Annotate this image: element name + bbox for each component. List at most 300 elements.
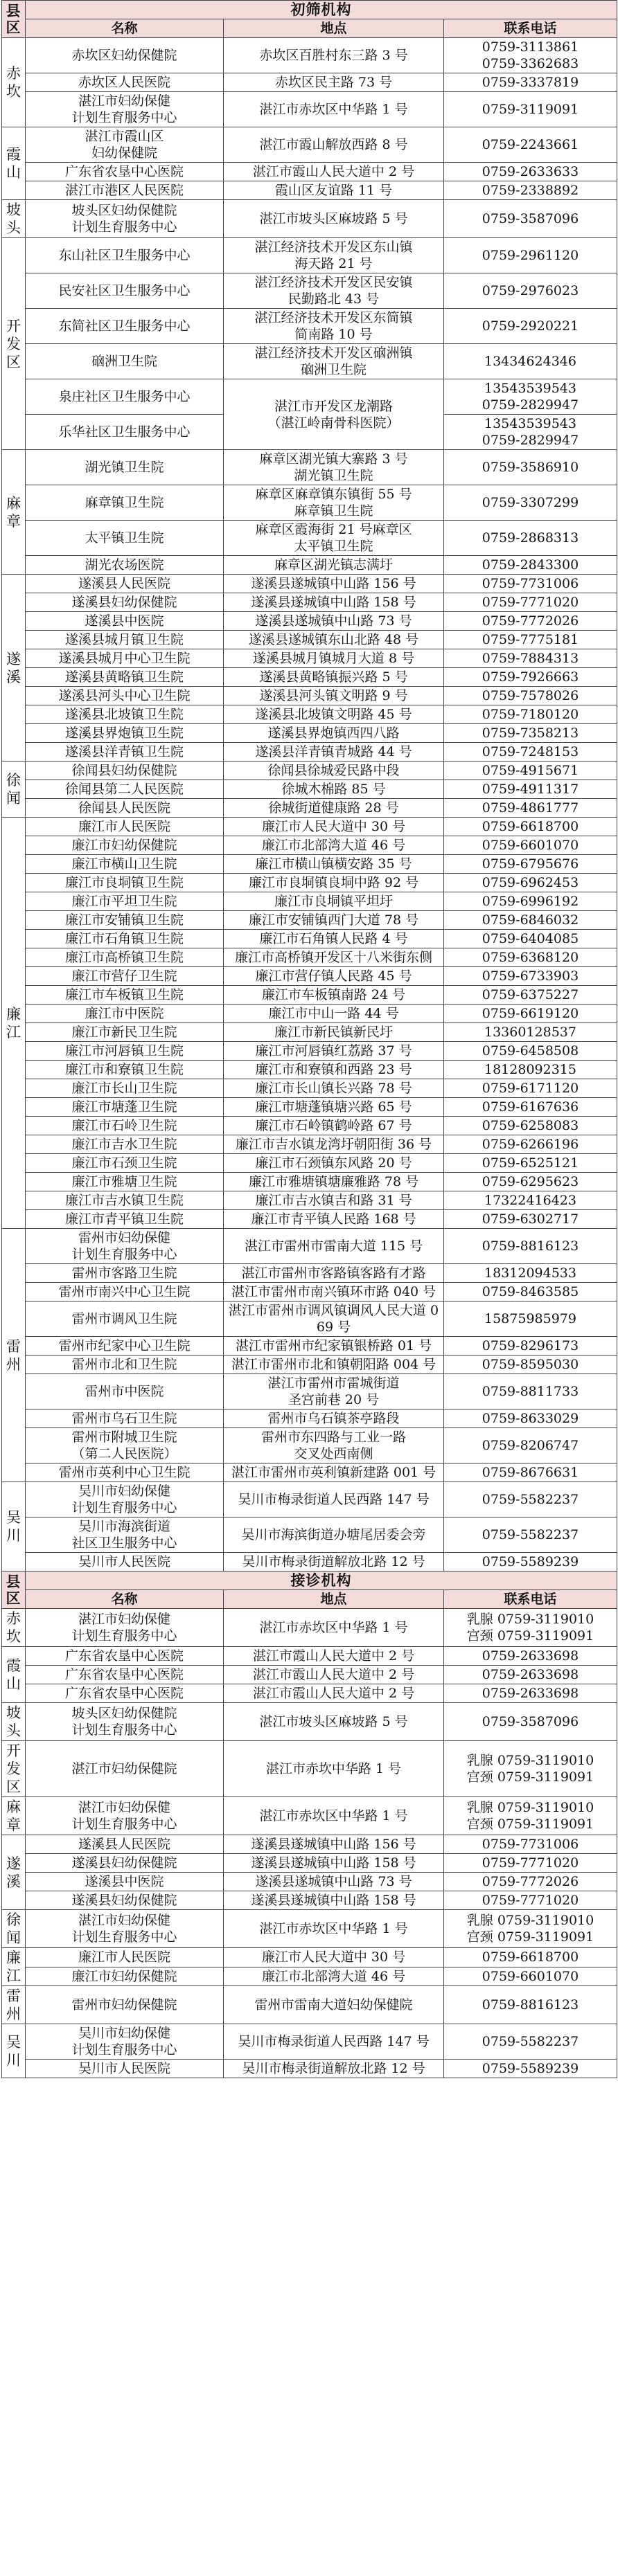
institution-name: 遂溪县界炮镇卫生院 <box>26 724 224 743</box>
table-row <box>2 1741 617 1797</box>
institution-name: 坡头区妇幼保健院 计划生育服务中心 <box>26 1703 224 1741</box>
institution-address: 湛江经济技术开发区东简镇 简南路 10 号 <box>224 309 444 344</box>
institution-phone: 0759-5589239 <box>444 1553 617 1571</box>
institution-phone: 15875985979 <box>444 1301 617 1337</box>
institution-name: 湖光农场医院 <box>26 556 224 575</box>
institution-address: 湛江市雷州市北和镇朝阳路 004 号 <box>224 1355 444 1374</box>
table-row <box>2 668 617 687</box>
institution-address: 遂溪县遂城镇中山路 158 号 <box>224 1891 444 1910</box>
institution-phone: 0759-4911317 <box>444 780 617 799</box>
institution-address: 湛江市赤坎中华路 1 号 <box>224 1741 444 1797</box>
county-cell: 遂溪 <box>2 1835 26 1910</box>
institution-name: 徐闻县妇幼保健院 <box>26 762 224 780</box>
institution-table <box>1 0 617 2078</box>
table-row <box>2 1098 617 1117</box>
address-header: 地点 <box>224 1590 444 1609</box>
table-row <box>2 1986 617 2024</box>
institution-name: 湛江市妇幼保健 计划生育服务中心 <box>26 92 224 127</box>
county-cell: 雷州 <box>2 1229 26 1482</box>
institution-phone: 0759-8811733 <box>444 1374 617 1409</box>
institution-address: 遂溪县遂城镇中山路 158 号 <box>224 593 444 612</box>
table-row <box>2 1835 617 1854</box>
institution-address: 廉江市良垌镇良垌中路 92 号 <box>224 874 444 892</box>
institution-phone: 0759-7772026 <box>444 1873 617 1891</box>
institution-name: 湛江市港区人民医院 <box>26 181 224 200</box>
institution-address: 雷州市东四路与工业一路 交叉处西南侧 <box>224 1428 444 1463</box>
institution-name: 廉江市长山卫生院 <box>26 1079 224 1098</box>
table-row <box>2 1797 617 1835</box>
institution-name: 廉江市和寮镇卫生院 <box>26 1061 224 1079</box>
institution-name: 廉江市石颈卫生院 <box>26 1154 224 1173</box>
institution-name: 廉江市平坦卫生院 <box>26 892 224 911</box>
institution-address: 湛江市赤坎区中华路 1 号 <box>224 92 444 127</box>
table-row <box>2 1355 617 1374</box>
institution-phone: 0759-5582237 <box>444 1482 617 1517</box>
institution-name: 遂溪县妇幼保健院 <box>26 593 224 612</box>
institution-phone: 0759-6302717 <box>444 1210 617 1229</box>
county-cell: 廉江 <box>2 1948 26 1986</box>
county-cell: 霞山 <box>2 127 26 200</box>
institution-name: 泉庄社区卫生服务中心 <box>26 379 224 415</box>
institution-name: 雷州市妇幼保健院 <box>26 1986 224 2024</box>
table-row <box>2 1005 617 1023</box>
table-row <box>2 687 617 705</box>
institution-address: 湛江市霞山人民大道中 2 号 <box>224 1666 444 1684</box>
institution-name: 廉江市安铺镇卫生院 <box>26 911 224 930</box>
table-row <box>2 780 617 799</box>
institution-name: 赤坎区妇幼保健院 <box>26 38 224 73</box>
table-row <box>2 1135 617 1154</box>
institution-phone: 0759-3586910 <box>444 450 617 485</box>
institution-address: 麻章区麻章镇东镇街 55 号 麻章镇卫生院 <box>224 485 444 521</box>
institution-name: 雷州市北和卫生院 <box>26 1355 224 1374</box>
name-header: 名称 <box>26 1590 224 1609</box>
institution-phone: 0759-6258083 <box>444 1117 617 1135</box>
table-row <box>2 38 617 73</box>
institution-name: 雷州市客路卫生院 <box>26 1264 224 1283</box>
institution-phone: 乳腺 0759-3119010 宫颈 0759-3119091 <box>444 1609 617 1647</box>
institution-address: 廉江市塘蓬镇塘兴路 65 号 <box>224 1098 444 1117</box>
institution-address: 湛江市雷州市雷城街道 圣宫前巷 20 号 <box>224 1374 444 1409</box>
institution-address: 湛江市坡头区麻坡路 5 号 <box>224 200 444 238</box>
institution-address: 湛江市开发区龙潮路 （湛江岭南骨科医院） <box>224 379 444 450</box>
institution-phone: 0759-8463585 <box>444 1283 617 1301</box>
institution-phone: 0759-3587096 <box>444 200 617 238</box>
institution-phone: 0759-4861777 <box>444 799 617 818</box>
institution-address: 遂溪县遂城镇中山路 158 号 <box>224 1854 444 1873</box>
institution-address: 湛江市雷州市南兴镇环市路 040 号 <box>224 1283 444 1301</box>
institution-name: 湛江市妇幼保健 计划生育服务中心 <box>26 1797 224 1835</box>
institution-phone: 0759-6618700 <box>444 818 617 836</box>
table-row <box>2 1854 617 1873</box>
institution-phone: 13434624346 <box>444 344 617 379</box>
county-cell: 赤坎 <box>2 38 26 127</box>
institution-name: 硇洲卫生院 <box>26 344 224 379</box>
institution-address: 廉江市北部湾大道 46 号 <box>224 1967 444 1986</box>
institution-address: 廉江市北部湾大道 46 号 <box>224 836 444 855</box>
table-row <box>2 948 617 967</box>
institution-name: 雷州市纪家中心卫生院 <box>26 1337 224 1355</box>
table-row <box>2 1553 617 1571</box>
institution-name: 民安社区卫生服务中心 <box>26 273 224 309</box>
institution-phone: 0759-7771020 <box>444 593 617 612</box>
institution-phone: 乳腺 0759-3119010 宫颈 0759-3119091 <box>444 1741 617 1797</box>
phone-header: 联系电话 <box>444 19 617 38</box>
institution-address: 赤坎区百胜村东三路 3 号 <box>224 38 444 73</box>
institution-name: 廉江市雅塘卫生院 <box>26 1173 224 1191</box>
institution-phone: 0759-2633698 <box>444 1647 617 1666</box>
table-row <box>2 631 617 649</box>
institution-name: 雷州市调风卫生院 <box>26 1301 224 1337</box>
table-row <box>2 181 617 200</box>
institution-address: 遂溪县遂城镇东山北路 48 号 <box>224 631 444 649</box>
table-row <box>2 1463 617 1482</box>
name-header: 名称 <box>26 19 224 38</box>
institution-name: 廉江市高桥镇卫生院 <box>26 948 224 967</box>
institution-name: 廉江市塘蓬卫生院 <box>26 1098 224 1117</box>
table-row <box>2 1684 617 1703</box>
institution-name: 廉江市人民医院 <box>26 1948 224 1967</box>
institution-name: 廉江市河唇镇卫生院 <box>26 1042 224 1061</box>
table-row <box>2 1301 617 1337</box>
institution-phone: 0759-8816123 <box>444 1986 617 2024</box>
table-row <box>2 344 617 379</box>
table-row <box>2 1647 617 1666</box>
institution-name: 太平镇卫生院 <box>26 521 224 556</box>
table-row <box>2 1283 617 1301</box>
institution-address: 廉江市石岭镇鹤岭路 67 号 <box>224 1117 444 1135</box>
section-title-row <box>2 1571 617 1590</box>
institution-name: 遂溪县妇幼保健院 <box>26 1891 224 1910</box>
institution-address: 廉江市安铺镇西门大道 78 号 <box>224 911 444 930</box>
institution-name: 廉江市车板镇卫生院 <box>26 986 224 1005</box>
institution-address: 廉江市青平镇人民路 168 号 <box>224 1210 444 1229</box>
county-cell: 开发区 <box>2 1741 26 1797</box>
institution-phone: 0759-8296173 <box>444 1337 617 1355</box>
institution-address: 霞山区友谊路 11 号 <box>224 181 444 200</box>
section-title: 接诊机构 <box>26 1571 617 1590</box>
institution-name: 廉江市妇幼保健院 <box>26 1967 224 1986</box>
institution-phone: 13360128537 <box>444 1023 617 1042</box>
column-header-row <box>2 19 617 38</box>
institution-address: 湛江市雷州市客路镇客路有才路 <box>224 1264 444 1283</box>
institution-phone: 0759-3587096 <box>444 1703 617 1741</box>
institution-name: 廉江市妇幼保健院 <box>26 836 224 855</box>
institution-name: 雷州市妇幼保健 计划生育服务中心 <box>26 1229 224 1264</box>
institution-address: 湛江市雷州市调风镇调风人民大道 069 号 <box>224 1301 444 1337</box>
institution-name: 廉江市横山卫生院 <box>26 855 224 874</box>
table-row <box>2 724 617 743</box>
institution-name: 廉江市青平镇卫生院 <box>26 1210 224 1229</box>
institution-name: 徐闻县第二人民医院 <box>26 780 224 799</box>
institution-phone: 0759-2243661 <box>444 127 617 163</box>
table-row <box>2 1374 617 1409</box>
institution-address: 遂溪县城月镇城月大道 8 号 <box>224 649 444 668</box>
institution-address: 遂溪县洋青镇青城路 44 号 <box>224 743 444 762</box>
institution-address: 湛江市霞山解放西路 8 号 <box>224 127 444 163</box>
institution-name: 遂溪县人民医院 <box>26 575 224 593</box>
institution-phone: 0759-6601070 <box>444 1967 617 1986</box>
institution-address: 廉江市新民镇新民圩 <box>224 1023 444 1042</box>
institution-address: 廉江市高桥镇开发区十八米街东侧 <box>224 948 444 967</box>
county-cell: 徐闻 <box>2 762 26 818</box>
institution-address: 湛江经济技术开发区硇洲镇 硇洲卫生院 <box>224 344 444 379</box>
table-row <box>2 1210 617 1229</box>
institution-address: 廉江市吉水镇吉和路 31 号 <box>224 1191 444 1210</box>
institution-name: 廉江市吉水镇卫生院 <box>26 1191 224 1210</box>
table-row <box>2 1191 617 1210</box>
table-row <box>2 1517 617 1553</box>
institution-address: 湛江市雷州市纪家镇银桥路 01 号 <box>224 1337 444 1355</box>
table-row <box>2 1609 617 1647</box>
table-row <box>2 743 617 762</box>
section-title: 初筛机构 <box>26 1 617 19</box>
institution-phone: 0759-7775181 <box>444 631 617 649</box>
institution-name: 吴川市妇幼保健 计划生育服务中心 <box>26 1482 224 1517</box>
county-cell: 麻章 <box>2 1797 26 1835</box>
institution-name: 廉江市人民医院 <box>26 818 224 836</box>
institution-phone: 17322416423 <box>444 1191 617 1210</box>
institution-address: 赤坎区民主路 73 号 <box>224 73 444 92</box>
table-row <box>2 575 617 593</box>
institution-phone: 0759-2843300 <box>444 556 617 575</box>
institution-phone: 0759-8816123 <box>444 1229 617 1264</box>
institution-phone: 0759-2633698 <box>444 1684 617 1703</box>
institution-name: 徐闻县人民医院 <box>26 799 224 818</box>
institution-name: 湖光镇卫生院 <box>26 450 224 485</box>
institution-address: 湛江市雷州市雷南大道 115 号 <box>224 1229 444 1264</box>
institution-phone: 0759-2920221 <box>444 309 617 344</box>
institution-phone: 13543539543 0759-2829947 <box>444 415 617 450</box>
institution-address: 湛江经济技术开发区东山镇 海天路 21 号 <box>224 238 444 273</box>
institution-name: 廉江市营仔卫生院 <box>26 967 224 986</box>
table-row <box>2 705 617 724</box>
institution-phone: 0759-6266196 <box>444 1135 617 1154</box>
institution-name: 雷州市附城卫生院 （第二人民医院） <box>26 1428 224 1463</box>
table-row <box>2 836 617 855</box>
institution-name: 遂溪县人民医院 <box>26 1835 224 1854</box>
table-row <box>2 1948 617 1967</box>
institution-address: 廉江市中山一路 44 号 <box>224 1005 444 1023</box>
institution-phone: 0759-7772026 <box>444 612 617 631</box>
institution-name: 遂溪县中医院 <box>26 612 224 631</box>
institution-name: 湛江市妇幼保健 计划生育服务中心 <box>26 1609 224 1647</box>
institution-name: 乐华社区卫生服务中心 <box>26 415 224 450</box>
institution-phone: 0759-2633633 <box>444 163 617 181</box>
county-cell: 坡头 <box>2 1703 26 1741</box>
institution-name: 吴川市人民医院 <box>26 1553 224 1571</box>
institution-phone: 0759-6458508 <box>444 1042 617 1061</box>
institution-name: 东简社区卫生服务中心 <box>26 309 224 344</box>
table-row <box>2 309 617 344</box>
institution-phone: 0759-2633698 <box>444 1666 617 1684</box>
table-row <box>2 911 617 930</box>
institution-address: 雷州市乌石镇茶亭路段 <box>224 1409 444 1428</box>
institution-name: 广东省农垦中心医院 <box>26 1647 224 1666</box>
institution-phone: 0759-6601070 <box>444 836 617 855</box>
institution-phone: 0759-7180120 <box>444 705 617 724</box>
institution-address: 廉江市和寮镇和西路 23 号 <box>224 1061 444 1079</box>
county-cell: 吴川 <box>2 1482 26 1571</box>
institution-phone: 0759-6619120 <box>444 1005 617 1023</box>
county-cell: 吴川 <box>2 2024 26 2078</box>
table-row <box>2 1337 617 1355</box>
institution-address: 廉江市营仔镇人民路 45 号 <box>224 967 444 986</box>
institution-name: 遂溪县妇幼保健院 <box>26 1854 224 1873</box>
table-row <box>2 930 617 948</box>
institution-address: 廉江市人民大道中 30 号 <box>224 1948 444 1967</box>
table-row <box>2 1154 617 1173</box>
table-row <box>2 1042 617 1061</box>
institution-address: 湛江市霞山人民大道中 2 号 <box>224 163 444 181</box>
institution-address: 遂溪县遂城镇中山路 73 号 <box>224 612 444 631</box>
institution-name: 广东省农垦中心医院 <box>26 1684 224 1703</box>
institution-address: 徐城木棉路 85 号 <box>224 780 444 799</box>
table-row <box>2 1061 617 1079</box>
institution-phone: 0759-6167636 <box>444 1098 617 1117</box>
table-row <box>2 1409 617 1428</box>
institution-name: 广东省农垦中心医院 <box>26 1666 224 1684</box>
table-row <box>2 73 617 92</box>
table-row <box>2 163 617 181</box>
institution-name: 廉江市石角镇卫生院 <box>26 930 224 948</box>
institution-name: 湛江市妇幼保健 计划生育服务中心 <box>26 1910 224 1948</box>
institution-address: 湛江市坡头区麻坡路 5 号 <box>224 1703 444 1741</box>
table-row <box>2 1264 617 1283</box>
institution-name: 湛江市霞山区 妇幼保健院 <box>26 127 224 163</box>
institution-name: 廉江市中医院 <box>26 1005 224 1023</box>
institution-phone: 0759-7731006 <box>444 575 617 593</box>
county-header: 县区 <box>2 1571 26 1609</box>
institution-name: 东山社区卫生服务中心 <box>26 238 224 273</box>
institution-address: 吴川市梅录街道人民西路 147 号 <box>224 2024 444 2060</box>
table-row <box>2 593 617 612</box>
institution-phone: 0759-3119091 <box>444 92 617 127</box>
phone-header: 联系电话 <box>444 1590 617 1609</box>
institution-address: 遂溪县北坡镇文明路 45 号 <box>224 705 444 724</box>
institution-phone: 0759-3307299 <box>444 485 617 521</box>
table-row <box>2 1428 617 1463</box>
table-row <box>2 1482 617 1517</box>
institution-phone: 0759-6962453 <box>444 874 617 892</box>
county-cell: 徐闻 <box>2 1910 26 1948</box>
institution-phone: 0759-6733903 <box>444 967 617 986</box>
institution-name: 雷州市中医院 <box>26 1374 224 1409</box>
institution-address: 湛江经济技术开发区民安镇 民勤路北 43 号 <box>224 273 444 309</box>
institution-phone: 0759-6375227 <box>444 986 617 1005</box>
institution-name: 廉江市新民卫生院 <box>26 1023 224 1042</box>
institution-address: 徐闻县徐城爱民路中段 <box>224 762 444 780</box>
institution-address: 徐城街道健康路 28 号 <box>224 799 444 818</box>
institution-address: 湛江市赤坎区中华路 1 号 <box>224 1797 444 1835</box>
institution-address: 麻章区霞海街 21 号麻章区 太平镇卫生院 <box>224 521 444 556</box>
institution-phone: 0759-8676631 <box>444 1463 617 1482</box>
table-row <box>2 2024 617 2060</box>
institution-name: 廉江市石岭卫生院 <box>26 1117 224 1135</box>
table-row <box>2 1910 617 1948</box>
county-cell: 雷州 <box>2 1986 26 2024</box>
table-row <box>2 1117 617 1135</box>
institution-address: 廉江市横山镇横安路 35 号 <box>224 855 444 874</box>
institution-address: 麻章区湖光镇志满圩 <box>224 556 444 575</box>
county-cell: 麻章 <box>2 450 26 575</box>
table-body <box>2 1 617 2078</box>
institution-name: 廉江市吉水卫生院 <box>26 1135 224 1154</box>
table-row <box>2 967 617 986</box>
table-row <box>2 2060 617 2078</box>
institution-address: 廉江市石角镇人民路 4 号 <box>224 930 444 948</box>
institution-phone: 0759-6618700 <box>444 1948 617 1967</box>
institution-name: 雷州市英利中心卫生院 <box>26 1463 224 1482</box>
institution-phone: 0759-6171120 <box>444 1079 617 1098</box>
table-row <box>2 874 617 892</box>
institution-address: 廉江市河唇镇红荔路 37 号 <box>224 1042 444 1061</box>
institution-phone: 0759-7578026 <box>444 687 617 705</box>
institution-phone: 0759-8206747 <box>444 1428 617 1463</box>
table-row <box>2 92 617 127</box>
table-row <box>2 273 617 309</box>
table-row <box>2 238 617 273</box>
institution-phone: 0759-6996192 <box>444 892 617 911</box>
county-cell: 坡头 <box>2 200 26 238</box>
institution-name: 遂溪县中医院 <box>26 1873 224 1891</box>
institution-name: 吴川市人民医院 <box>26 2060 224 2078</box>
institution-phone: 0759-2961120 <box>444 238 617 273</box>
institution-phone: 0759-7248153 <box>444 743 617 762</box>
institution-address: 吴川市梅录街道人民西路 147 号 <box>224 1482 444 1517</box>
institution-address: 湛江市赤坎区中华路 1 号 <box>224 1609 444 1647</box>
institution-phone: 0759-5582237 <box>444 2024 617 2060</box>
table-row <box>2 1229 617 1264</box>
institution-phone: 0759-7358213 <box>444 724 617 743</box>
institution-name: 吴川市妇幼保健 计划生育服务中心 <box>26 2024 224 2060</box>
institution-phone: 18312094533 <box>444 1264 617 1283</box>
table-row <box>2 1023 617 1042</box>
institution-phone: 0759-7926663 <box>444 668 617 687</box>
institution-phone: 0759-2868313 <box>444 521 617 556</box>
column-header-row <box>2 1590 617 1609</box>
institution-name: 坡头区妇幼保健院 计划生育服务中心 <box>26 200 224 238</box>
table-row <box>2 450 617 485</box>
institution-phone: 0759-3113861 0759-3362683 <box>444 38 617 73</box>
institution-name: 赤坎区人民医院 <box>26 73 224 92</box>
institution-phone: 0759-6525121 <box>444 1154 617 1173</box>
table-row <box>2 1873 617 1891</box>
institution-name: 遂溪县黄略镇卫生院 <box>26 668 224 687</box>
institution-phone: 0759-6368120 <box>444 948 617 967</box>
institution-name: 广东省农垦中心医院 <box>26 163 224 181</box>
institution-address: 吴川市梅录街道解放北路 12 号 <box>224 1553 444 1571</box>
institution-name: 吴川市海滨街道 社区卫生服务中心 <box>26 1517 224 1553</box>
institution-address: 遂溪县遂城镇中山路 156 号 <box>224 1835 444 1854</box>
institution-address: 湛江市霞山人民大道中 2 号 <box>224 1684 444 1703</box>
table-row <box>2 556 617 575</box>
institution-phone: 0759-7884313 <box>444 649 617 668</box>
table-row <box>2 799 617 818</box>
institution-phone: 乳腺 0759-3119010 宫颈 0759-3119091 <box>444 1797 617 1835</box>
institution-phone: 0759-3337819 <box>444 73 617 92</box>
institution-address: 湛江市霞山人民大道中 2 号 <box>224 1647 444 1666</box>
institution-name: 雷州市南兴中心卫生院 <box>26 1283 224 1301</box>
institution-address: 遂溪县遂城镇中山路 73 号 <box>224 1873 444 1891</box>
institution-phone: 0759-6795676 <box>444 855 617 874</box>
institution-address: 遂溪县遂城镇中山路 156 号 <box>224 575 444 593</box>
institution-phone: 0759-5582237 <box>444 1517 617 1553</box>
institution-phone: 0759-7771020 <box>444 1854 617 1873</box>
institution-name: 遂溪县洋青镇卫生院 <box>26 743 224 762</box>
table-row <box>2 127 617 163</box>
institution-phone: 0759-7771020 <box>444 1891 617 1910</box>
